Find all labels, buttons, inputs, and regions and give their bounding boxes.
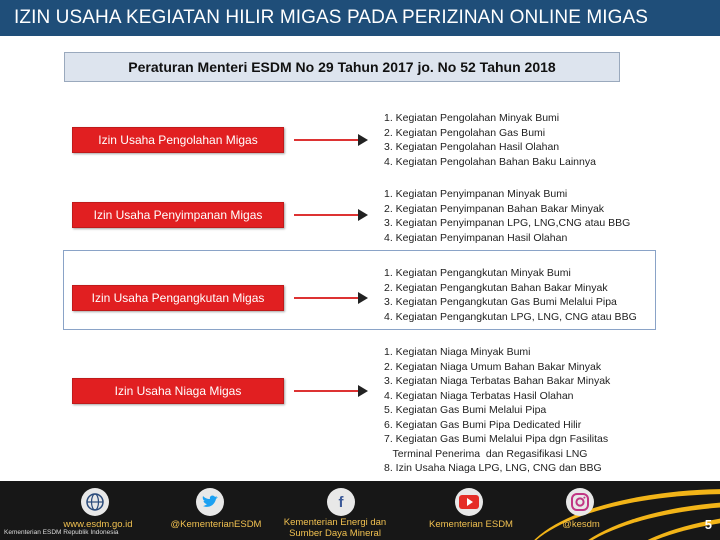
permit-niaga: Izin Usaha Niaga Migas: [72, 378, 284, 404]
list-item: 6. Kegiatan Gas Bumi Pipa Dedicated Hilir: [384, 418, 582, 431]
permit-pengolahan: Izin Usaha Pengolahan Migas: [72, 127, 284, 153]
facebook-label[interactable]: Kementerian Energi dan Sumber Daya Mineral: [283, 517, 387, 539]
arrow-pengolahan: [294, 139, 358, 141]
list-pengolahan: [384, 111, 596, 169]
list-item: 2. Kegiatan Pengangkutan Bahan Bakar Minyak: [384, 281, 608, 294]
youtube-label[interactable]: Kementerian ESDM: [429, 519, 513, 530]
footer-credit: Kementerian ESDM Republik Indonesia: [4, 529, 119, 536]
arrow-niaga: [294, 390, 358, 392]
list-item: 8. Izin Usaha Niaga LPG, LNG, CNG dan BBG: [384, 462, 602, 474]
arrow-pengangkutan: [294, 297, 358, 299]
list-pengangkutan: [384, 266, 637, 324]
slide-title: IZIN USAHA KEGIATAN HILIR MIGAS PADA PERIZINAN ONLINE MIGAS: [0, 0, 720, 36]
youtube-icon[interactable]: [455, 488, 483, 516]
list-item: 7. Kegiatan Gas Bumi Melalui Pipa dgn Fasilitas: [384, 433, 609, 445]
twitter-label[interactable]: @KementerianESDM: [170, 519, 262, 530]
instagram-label[interactable]: @kesdm: [562, 519, 600, 530]
permit-pengangkutan: Izin Usaha Pengangkutan Migas: [72, 285, 284, 311]
list-item: 3. Kegiatan Pengangkutan Gas Bumi Melalui Pipa: [384, 296, 617, 308]
list-item: 2. Kegiatan Niaga Umum Bahan Bakar Minyak: [384, 360, 602, 373]
list-item: 3. Kegiatan Penyimpanan LPG, LNG,CNG atau BBG: [384, 217, 631, 229]
website-label[interactable]: www.esdm.go.id: [63, 519, 133, 530]
list-item: Terminal Penerima dan Regasifikasi LNG: [384, 447, 588, 460]
instagram-icon[interactable]: [566, 488, 594, 516]
list-niaga: [384, 345, 610, 476]
list-item: 1. Kegiatan Pengangkutan Minyak Bumi: [384, 267, 571, 279]
regulation-subtitle: Peraturan Menteri ESDM No 29 Tahun 2017 jo. No 52 Tahun 2018: [64, 52, 620, 82]
list-item: 4. Kegiatan Pengangkutan LPG, LNG, CNG atau BBG: [384, 310, 637, 323]
page-number: 5: [704, 517, 712, 532]
twitter-icon[interactable]: [196, 488, 224, 516]
list-item: 3. Kegiatan Pengolahan Hasil Olahan: [384, 141, 560, 153]
permit-penyimpanan: Izin Usaha Penyimpanan Migas: [72, 202, 284, 228]
list-penyimpanan: [384, 187, 630, 245]
list-item: 4. Kegiatan Pengolahan Bahan Baku Lainnya: [384, 155, 596, 168]
list-item: 2. Kegiatan Pengolahan Gas Bumi: [384, 126, 546, 139]
list-item: 4. Kegiatan Niaga Terbatas Hasil Olahan: [384, 389, 574, 402]
list-item: 4. Kegiatan Penyimpanan Hasil Olahan: [384, 231, 568, 244]
globe-icon[interactable]: [81, 488, 109, 516]
list-item: 1. Kegiatan Penyimpanan Minyak Bumi: [384, 188, 568, 200]
list-item: 2. Kegiatan Penyimpanan Bahan Bakar Minyak: [384, 202, 605, 215]
list-item: 1. Kegiatan Pengolahan Minyak Bumi: [384, 112, 560, 124]
list-item: 1. Kegiatan Niaga Minyak Bumi: [384, 346, 531, 358]
arrow-penyimpanan: [294, 214, 358, 216]
facebook-icon[interactable]: f: [327, 488, 355, 516]
list-item: 5. Kegiatan Gas Bumi Melalui Pipa: [384, 404, 547, 416]
list-item: 3. Kegiatan Niaga Terbatas Bahan Bakar Minyak: [384, 375, 611, 387]
